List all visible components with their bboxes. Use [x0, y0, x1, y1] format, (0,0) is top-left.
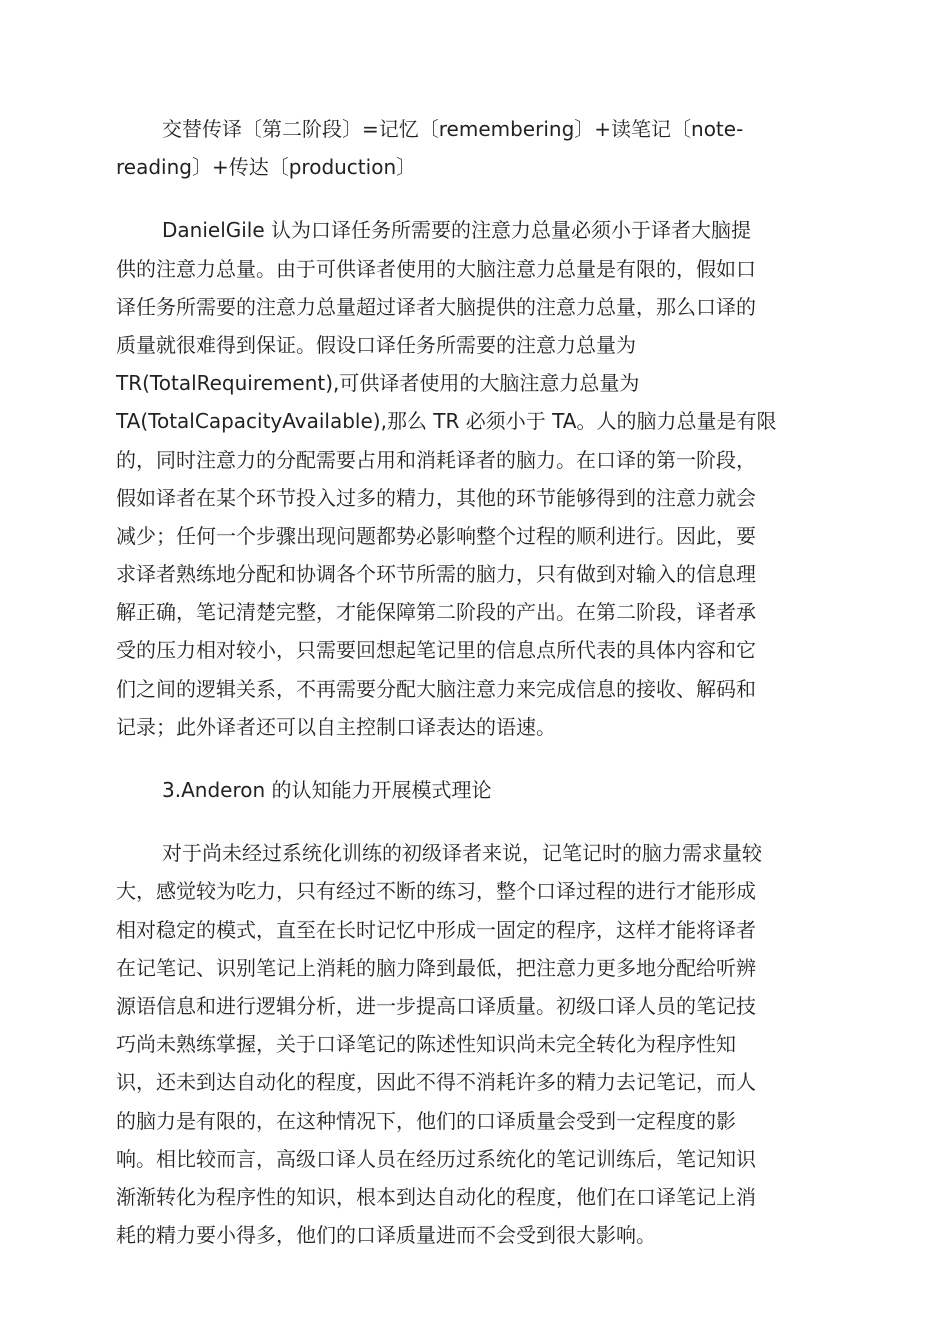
- paragraph-line: 记录；此外译者还可以自主控制口译表达的语速。: [116, 714, 556, 739]
- paragraph-line: TR(TotalRequirement),可供译者使用的大脑注意力总量为: [116, 371, 640, 396]
- paragraph-line: 译任务所需要的注意力总量超过译者大脑提供的注意力总量，那么口译的: [116, 294, 756, 319]
- paragraph-line: reading〕+传达〔production〕: [116, 155, 417, 180]
- anderson-paragraph: [116, 834, 832, 1254]
- gile-paragraph: [116, 211, 832, 746]
- paragraph-line: 响。相比较而言，高级口译人员在经历过系统化的笔记训练后，笔记知识: [116, 1146, 756, 1171]
- paragraph-line: 求译者熟练地分配和协调各个环节所需的脑力，只有做到对输入的信息理: [116, 562, 756, 587]
- paragraph-line: 受的压力相对较小，只需要回想起笔记里的信息点所代表的具体内容和它: [116, 638, 756, 663]
- paragraph-line: 供的注意力总量。由于可供译者使用的大脑注意力总量是有限的，假如口: [116, 256, 756, 281]
- paragraph-line: 相对稳定的模式，直至在长时记忆中形成一固定的程序，这样才能将译者: [116, 917, 756, 942]
- paragraph-line: 耗的精力要小得多，他们的口译质量进而不会受到很大影响。: [116, 1223, 656, 1248]
- paragraph-line: TA(TotalCapacityAvailable),那么 TR 必须小于 TA。人的脑力总量是有限: [116, 409, 777, 434]
- paragraph-line: 质量就很难得到保证。假设口译任务所需要的注意力总量为: [116, 332, 636, 357]
- paragraph-line: 源语信息和进行逻辑分析，进一步提高口译质量。初级口译人员的笔记技: [116, 993, 756, 1018]
- paragraph-line: 解正确，笔记清楚完整，才能保障第二阶段的产出。在第二阶段，译者承: [116, 600, 756, 625]
- section-heading-text: 3.Anderon 的认知能力开展模式理论: [162, 778, 492, 802]
- paragraph-line: 大，感觉较为吃力，只有经过不断的练习，整个口译过程的进行才能形成: [116, 879, 756, 904]
- paragraph-line: 渐渐转化为程序性的知识，根本到达自动化的程度，他们在口译笔记上消: [116, 1184, 756, 1209]
- paragraph-line: 对于尚未经过系统化训练的初级译者来说，记笔记时的脑力需求量较: [162, 841, 762, 866]
- paragraph-line: 巧尚未熟练掌握，关于口译笔记的陈述性知识尚未完全转化为程序性知: [116, 1032, 736, 1057]
- paragraph-line: 的，同时注意力的分配需要占用和消耗译者的脑力。在口译的第一阶段，: [116, 447, 756, 472]
- paragraph-line: 们之间的逻辑关系，不再需要分配大脑注意力来完成信息的接收、解码和: [116, 676, 756, 701]
- document-page: [116, 110, 832, 1254]
- paragraph-line: 在记笔记、识别笔记上消耗的脑力降到最低，把注意力更多地分配给听辨: [116, 955, 756, 980]
- paragraph-line: 交替传译〔第二阶段〕=记忆〔remembering〕+读笔记〔note-: [162, 117, 744, 141]
- formula-paragraph: [116, 110, 832, 186]
- paragraph-line: 识，还未到达自动化的程度，因此不得不消耗许多的精力去记笔记，而人: [116, 1070, 756, 1095]
- paragraph-line: 减少；任何一个步骤出现问题都势必影响整个过程的顺利进行。因此，要: [116, 523, 756, 548]
- paragraph-line: 的脑力是有限的，在这种情况下，他们的口译质量会受到一定程度的影: [116, 1108, 736, 1133]
- paragraph-line: DanielGile 认为口译任务所需要的注意力总量必须小于译者大脑提: [162, 218, 752, 243]
- section-heading: [116, 771, 832, 809]
- paragraph-line: 假如译者在某个环节投入过多的精力，其他的环节能够得到的注意力就会: [116, 485, 756, 510]
